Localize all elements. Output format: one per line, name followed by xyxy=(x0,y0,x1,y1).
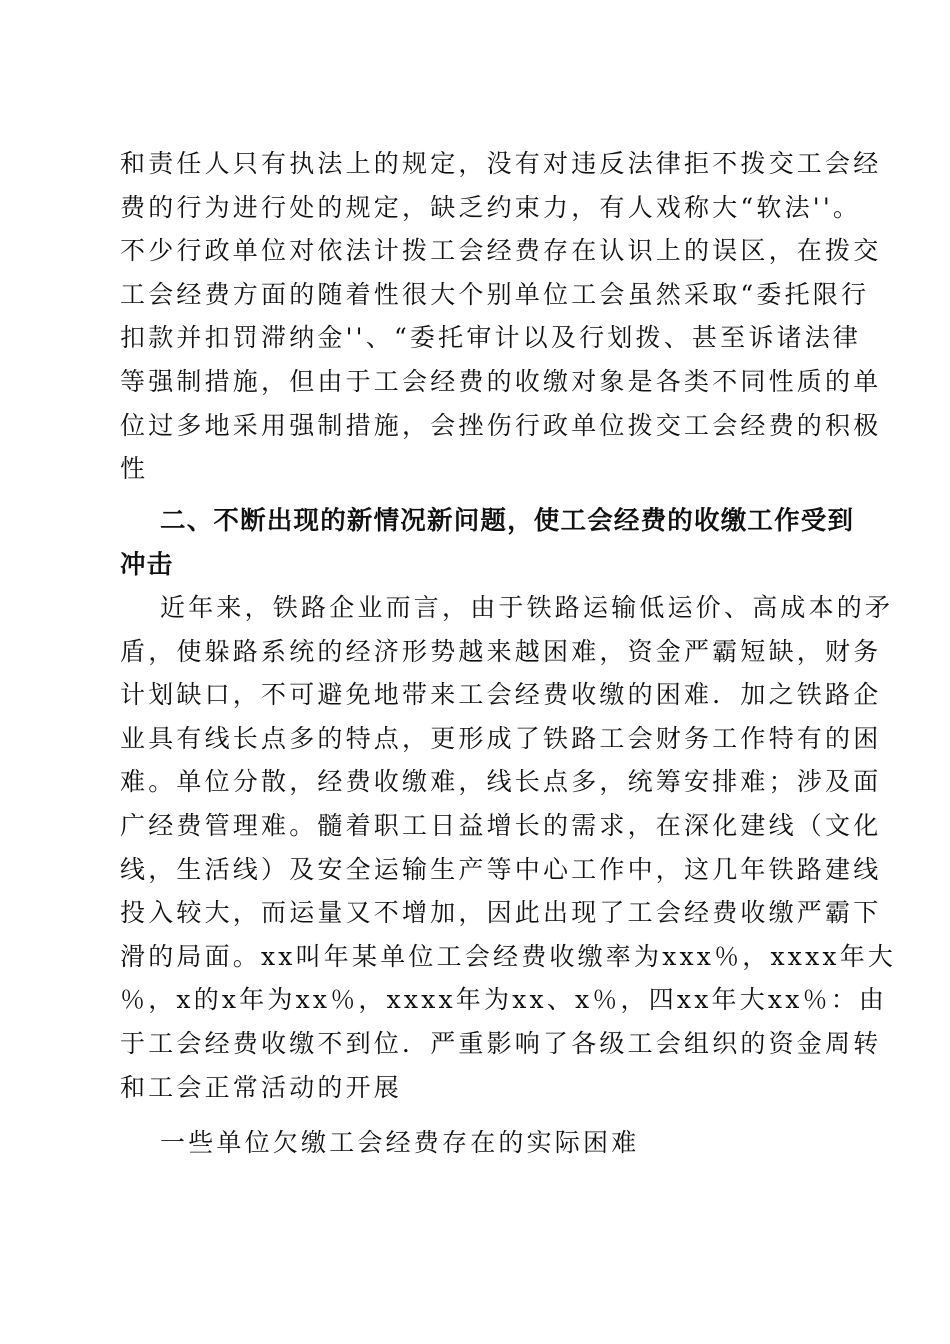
text-line: 计划缺口，不可避免地带来工会经费收缴的困难．加之铁路企 xyxy=(120,680,882,710)
text-line: 盾，使躲路系统的经济形势越来越困难，资金严霸短缺，财务 xyxy=(120,636,882,666)
text-line: 扣款并扣罚滞纳金''、“委托审计以及行划拨、甚至诉诸法律 xyxy=(120,323,862,353)
text-line: 不少行政单位对依法计拨工会经费存在认识上的误区，在拨交 xyxy=(120,236,882,266)
text-line: 费的行为进行处的规定，缺乏约束力，有人戏称大“软法''。 xyxy=(120,192,862,222)
text-line: 于工会经费收缴不到位．严重影响了各级工会组织的资金周转 xyxy=(120,1028,882,1058)
heading-line: 冲击 xyxy=(120,549,174,580)
text-line: 位过多地采用强制措施，会挫伤行政单位拨交工会经费的积极 xyxy=(120,410,882,440)
text-line: 一些单位欠缴工会经费存在的实际困难 xyxy=(160,1128,640,1157)
text-line: 和工会正常活动的开展 xyxy=(120,1072,403,1102)
paragraph-legal-constraints xyxy=(120,142,882,491)
heading-line: 二、不断出现的新情况新问题，使工会经费的收缴工作受到 xyxy=(160,506,855,536)
text-line: 和责任人只有执法上的规定，没有对违反法律拒不拨交工会经 xyxy=(120,149,882,178)
text-line: 近年来，铁路企业而言，由于铁路运输低运价、高成本的矛 xyxy=(160,593,894,622)
text-line: 投入较大，而运量又不增加，因此出现了工会经费收缴严霸下 xyxy=(120,898,882,928)
text-line: 难。单位分散，经费收缴难，线长点多，统筹安排难；涉及面 xyxy=(120,767,882,797)
paragraph-railway-situation xyxy=(120,586,897,1109)
text-line: 广经费管理难。髓着职工日益增长的需求，在深化建线（文化 xyxy=(120,810,882,840)
text-line: ％，x的x年为xx％，xxxx年为xx、x％，四xx年大xx％：由 xyxy=(120,985,888,1015)
text-line: 线，生活线）及安全运输生产等中心工作中，这几年铁路建线 xyxy=(120,854,882,884)
text-line: 等强制措施，但由于工会经费的收缴对象是各类不同性质的单 xyxy=(120,366,882,396)
text-line: 业具有线长点多的特点，更形成了铁路工会财务工作特有的困 xyxy=(120,723,882,753)
text-line: 滑的局面。xx叫年某单位工会经费收缴率为xxx％，xxxx年大 xyxy=(120,941,897,971)
paragraph-arrears-difficulties xyxy=(120,1121,835,1165)
section-heading-2 xyxy=(120,500,855,587)
text-line: 工会经费方面的随着性很大个别单位工会虽然采取“委托限行 xyxy=(120,279,870,309)
text-line: 性 xyxy=(120,454,149,484)
